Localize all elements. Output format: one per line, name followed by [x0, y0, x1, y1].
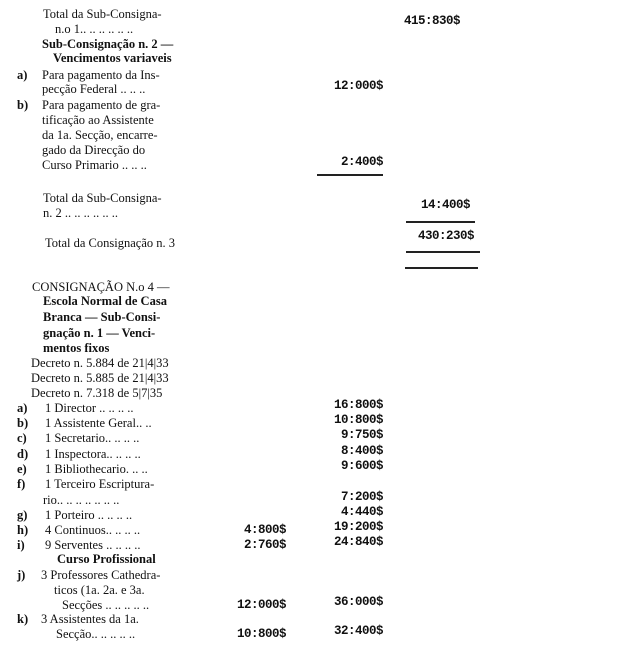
amount-unit: 10:800$	[236, 627, 286, 641]
item-marker: a)	[17, 401, 28, 415]
line-text: Total da Sub-Consigna-	[43, 7, 162, 21]
line-text: 1 Porteiro .. .. .. ..	[45, 508, 133, 522]
subtotal-rule	[317, 174, 383, 176]
line-text: n.o 1.. .. .. .. .. ..	[55, 22, 134, 36]
item-marker: g)	[17, 508, 28, 522]
amount-line: 19:200$	[333, 520, 383, 534]
line-text: ticos (1a. 2a. e 3a.	[54, 583, 145, 597]
item-marker: a)	[17, 68, 28, 82]
amount-total: 14:400$	[420, 198, 470, 212]
line-text: Para pagamento de gra-	[42, 98, 161, 112]
amount-line: 2:400$	[340, 155, 383, 169]
item-marker: b)	[17, 416, 29, 430]
amount-line: 4:440$	[340, 505, 383, 519]
amount-total: 430:230$	[417, 229, 474, 243]
line-text: n. 2 .. .. .. .. .. ..	[43, 206, 118, 220]
line-text: mentos fixos	[43, 341, 110, 355]
amount-line: 16:800$	[333, 398, 383, 412]
item-marker: d)	[17, 447, 29, 461]
line-text: Branca — Sub-Consi-	[43, 310, 161, 324]
amount-unit: 2:760$	[243, 538, 286, 552]
line-text: Secções .. .. .. .. ..	[62, 598, 150, 612]
line-text: 1 Director .. .. .. ..	[45, 401, 134, 415]
amount-line: 32:400$	[333, 624, 383, 638]
line-text: pecção Federal .. .. ..	[42, 82, 146, 96]
item-marker: c)	[17, 431, 27, 445]
line-text: Para pagamento da Ins-	[42, 68, 160, 82]
line-text: Decreto n. 5.884 de 21|4|33	[31, 356, 169, 370]
amount-total: 415:830$	[403, 14, 460, 28]
line-text: Total da Sub-Consigna-	[43, 191, 162, 205]
line-text: 4 Continuos.. .. .. ..	[45, 523, 141, 537]
subtotal-rule	[406, 221, 475, 223]
line-text: 9 Serventes .. .. .. ..	[45, 538, 141, 552]
amount-line: 24:840$	[333, 535, 383, 549]
line-text: Decreto n. 5.885 de 21|4|33	[31, 371, 169, 385]
amount-line: 36:000$	[333, 595, 383, 609]
line-text: rio.. .. .. .. .. .. ..	[43, 493, 120, 507]
line-text: da 1a. Secção, encarre-	[42, 128, 158, 142]
amount-line: 9:750$	[340, 428, 383, 442]
total-rule	[406, 251, 480, 253]
line-text: 1 Inspectora.. .. .. ..	[45, 447, 141, 461]
line-text: 1 Assistente Geral.. ..	[45, 416, 152, 430]
line-text: Secção.. .. .. .. ..	[56, 627, 136, 641]
item-marker: e)	[17, 462, 27, 476]
total-rule	[405, 267, 478, 269]
amount-line: 9:600$	[340, 459, 383, 473]
amount-unit: 12:000$	[236, 598, 286, 612]
line-text: gnação n. 1 — Venci-	[43, 326, 156, 340]
line-text: CONSIGNAÇÃO N.o 4 —	[32, 280, 170, 294]
amount-line: 12:000$	[333, 79, 383, 93]
line-text: 1 Bibliothecario. .. ..	[45, 462, 148, 476]
item-marker: h)	[17, 523, 29, 537]
line-text: tificação ao Assistente	[42, 113, 154, 127]
amount-line: 7:200$	[340, 490, 383, 504]
item-marker: b)	[17, 98, 29, 112]
line-text: Escola Normal de Casa	[43, 294, 167, 308]
line-text: Curso Primario .. .. ..	[42, 158, 147, 172]
item-marker: i)	[17, 538, 25, 552]
line-text: 3 Assistentes da 1a.	[41, 612, 139, 626]
line-text: 1 Terceiro Escriptura-	[45, 477, 155, 491]
line-text: Vencimentos variaveis	[53, 51, 172, 65]
line-text: 1 Secretario.. .. .. ..	[45, 431, 140, 445]
line-text: 3 Professores Cathedra-	[41, 568, 161, 582]
line-text: Decreto n. 7.318 de 5|7|35	[31, 386, 163, 400]
amount-line: 8:400$	[340, 444, 383, 458]
line-text: gado da Direcção do	[42, 143, 146, 157]
line-text: Sub-Consignação n. 2 —	[42, 37, 174, 51]
item-marker: f)	[17, 477, 26, 491]
amount-unit: 4:800$	[243, 523, 286, 537]
line-text: Curso Profissional	[57, 552, 156, 566]
line-text: Total da Consignação n. 3	[45, 236, 175, 250]
amount-line: 10:800$	[333, 413, 383, 427]
item-marker: j)	[17, 568, 26, 582]
item-marker: k)	[17, 612, 29, 626]
